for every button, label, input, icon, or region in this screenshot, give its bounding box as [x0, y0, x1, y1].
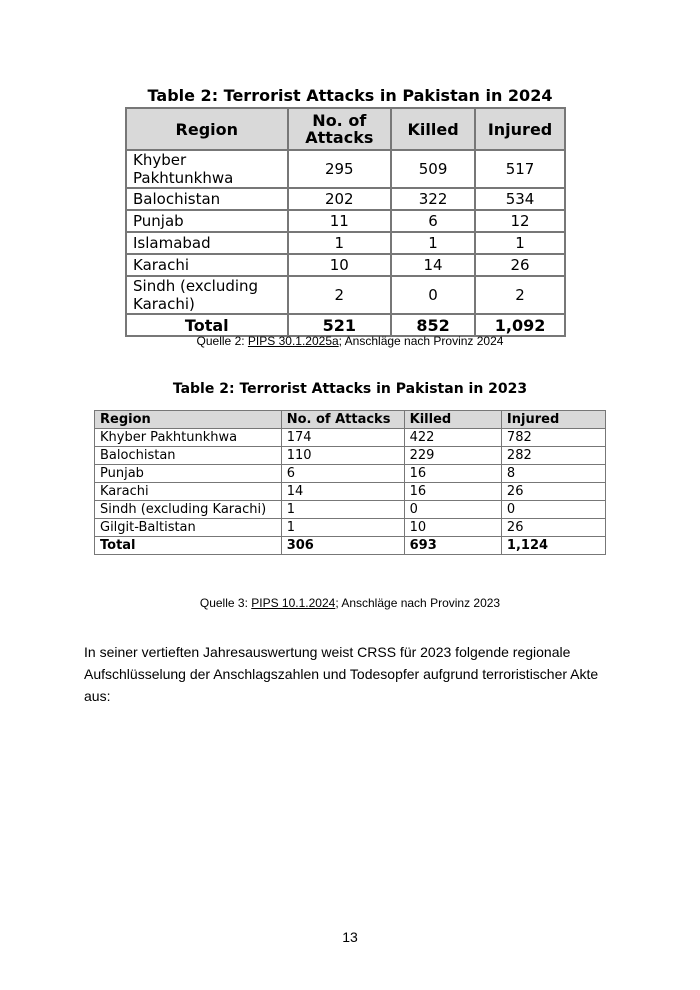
value-cell: 14 [281, 483, 404, 501]
value-cell: 322 [391, 188, 475, 210]
region-cell: Khyber Pakhtunkhwa [95, 429, 282, 447]
caption-suffix: ; Anschläge nach Provinz 2024 [338, 334, 504, 348]
body-paragraph: In seiner vertieften Jahresauswertung weist CRSS für 2023 folgende regionale Aufschlüsselung der Anschlagszahlen und Todesopfer aufgrund terroristischer Akte aus: [84, 644, 599, 704]
column-header: Injured [475, 108, 565, 150]
table-row [126, 254, 565, 276]
value-cell: 1 [391, 232, 475, 254]
value-cell: 306 [281, 537, 404, 555]
value-cell: 1,124 [501, 537, 605, 555]
value-cell: 0 [404, 501, 501, 519]
table-row [95, 429, 606, 447]
value-cell: 521 [288, 314, 392, 336]
value-cell: 517 [475, 150, 565, 188]
caption-prefix: Quelle 2: [196, 334, 248, 348]
table-2024 [125, 107, 566, 337]
table-row [126, 232, 565, 254]
region-cell: Balochistan [126, 188, 288, 210]
table-row [126, 210, 565, 232]
value-cell: 282 [501, 447, 605, 465]
region-cell: Total [126, 314, 288, 336]
region-cell: Punjab [95, 465, 282, 483]
region-cell: Karachi [95, 483, 282, 501]
table-row [95, 483, 606, 501]
column-header: Killed [404, 411, 501, 429]
source-link[interactable]: PIPS 10.1.2024 [251, 596, 336, 610]
table-2023 [94, 410, 606, 555]
region-cell: Islamabad [126, 232, 288, 254]
value-cell: 852 [391, 314, 475, 336]
value-cell: 229 [404, 447, 501, 465]
value-cell: 2 [475, 276, 565, 314]
value-cell: 8 [501, 465, 605, 483]
value-cell: 0 [391, 276, 475, 314]
source-link[interactable]: PIPS 30.1.2025a [247, 334, 339, 348]
table-2023-title: Table 2: Terrorist Attacks in Pakistan in 2023 [172, 381, 528, 397]
value-cell: 1 [281, 519, 404, 537]
value-cell: 16 [404, 465, 501, 483]
page-number: 13 [342, 929, 358, 945]
column-header: Injured [501, 411, 605, 429]
value-cell: 1 [288, 232, 392, 254]
value-cell: 422 [404, 429, 501, 447]
table-row [95, 447, 606, 465]
table-row [126, 150, 565, 188]
column-header: No. of Attacks [288, 108, 392, 150]
region-cell: Sindh (excluding Karachi) [95, 501, 282, 519]
value-cell: 693 [404, 537, 501, 555]
value-cell: 6 [391, 210, 475, 232]
column-header: Region [95, 411, 282, 429]
value-cell: 110 [281, 447, 404, 465]
caption-2023 [0, 596, 700, 610]
value-cell: 202 [288, 188, 392, 210]
value-cell: 26 [501, 519, 605, 537]
column-header: Killed [391, 108, 475, 150]
region-cell: Sindh (excluding Karachi) [126, 276, 288, 314]
value-cell: 14 [391, 254, 475, 276]
value-cell: 0 [501, 501, 605, 519]
value-cell: 11 [288, 210, 392, 232]
value-cell: 26 [475, 254, 565, 276]
table-row [95, 537, 606, 555]
region-cell: Balochistan [95, 447, 282, 465]
region-cell: Punjab [126, 210, 288, 232]
value-cell: 174 [281, 429, 404, 447]
column-header: No. of Attacks [281, 411, 404, 429]
value-cell: 1,092 [475, 314, 565, 336]
table-row [126, 188, 565, 210]
value-cell: 1 [281, 501, 404, 519]
value-cell: 534 [475, 188, 565, 210]
table-row [95, 465, 606, 483]
caption-suffix: ; Anschläge nach Provinz 2023 [335, 596, 501, 610]
value-cell: 16 [404, 483, 501, 501]
table-row [95, 519, 606, 537]
value-cell: 10 [404, 519, 501, 537]
value-cell: 26 [501, 483, 605, 501]
value-cell: 1 [475, 232, 565, 254]
region-cell: Karachi [126, 254, 288, 276]
value-cell: 6 [281, 465, 404, 483]
caption-2024 [0, 334, 700, 348]
region-cell: Total [95, 537, 282, 555]
value-cell: 2 [288, 276, 392, 314]
region-cell: Khyber Pakhtunkhwa [126, 150, 288, 188]
value-cell: 509 [391, 150, 475, 188]
value-cell: 295 [288, 150, 392, 188]
value-cell: 782 [501, 429, 605, 447]
caption-prefix: Quelle 3: [199, 596, 252, 610]
value-cell: 12 [475, 210, 565, 232]
table-row [95, 501, 606, 519]
column-header: Region [126, 108, 288, 150]
table-row [126, 276, 565, 314]
value-cell: 10 [288, 254, 392, 276]
region-cell: Gilgit-Baltistan [95, 519, 282, 537]
table-row [126, 314, 565, 336]
table-2024-title: Table 2: Terrorist Attacks in Pakistan in 2024 [147, 86, 553, 105]
